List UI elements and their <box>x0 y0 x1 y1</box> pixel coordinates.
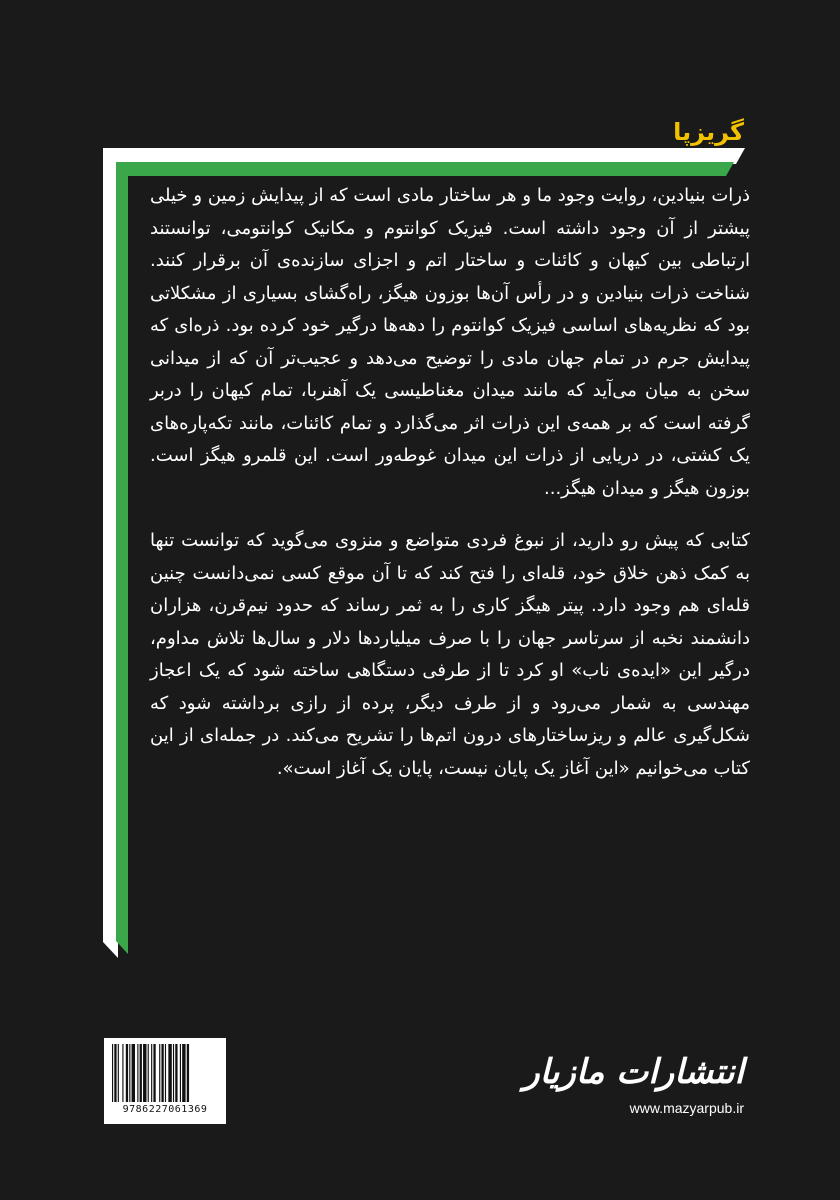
barcode-bars <box>110 1044 220 1102</box>
barcode-bar <box>129 1044 130 1102</box>
barcode-bar <box>180 1044 181 1102</box>
barcode-bar <box>114 1044 116 1102</box>
barcode-bar <box>168 1044 171 1102</box>
barcode-bar <box>148 1044 149 1102</box>
barcode-bar <box>118 1044 119 1102</box>
barcode-bar <box>143 1044 146 1102</box>
barcode-bar <box>165 1044 166 1102</box>
barcode-bar <box>140 1044 142 1102</box>
barcode-bar <box>112 1044 113 1102</box>
barcode-bar <box>122 1044 123 1102</box>
barcode-bar <box>159 1044 160 1102</box>
barcode-bar <box>187 1044 189 1102</box>
series-title: گریزپا <box>673 118 744 146</box>
barcode-bar <box>161 1044 163 1102</box>
publisher-url: www.mazyarpub.ir <box>629 1100 744 1116</box>
barcode-bar <box>182 1044 185 1102</box>
barcode-bar <box>132 1044 135 1102</box>
barcode-bar <box>173 1044 174 1102</box>
blurb-paragraph-1: ذرات بنیادین، روایت وجود ما و هر ساختار مادی است که از پیدایش زمین و خیلی پیشتر از آن وجود داشته است. فیزیک کوانتوم و مکانیک کوانتومی، توانستند ارتباطی بین کیهان و کائنات و ساختار اتم و اجزای سازنده‌ی آن برقرار کنند. شناخت ذرات بنیادین و در رأس آن‌ها بوزون هیگز، راه‌گشای بسیاری از مشکلاتی بود که نظریه‌های اساسی فیزیک کوانتوم را دهه‌ها درگیر خود کرده بود. ذره‌ای که پیدایش جرم در تمام جهان مادی را توضیح می‌دهد و عجیب‌تر آن که از میدانی سخن به میان می‌آید که مانند میدان مغناطیسی یک آهنربا، تمام کیهان را دربر گرفته است که بر همه‌ی این ذرات اثر می‌گذارد و تمام کائنات، مانند تکه‌پاره‌های یک کشتی، در دریایی از ذرات این میدان غوطه‌ور است. این قلمرو هیگز است. بوزون هیگز و میدان هیگز... <box>150 185 750 499</box>
barcode-bar <box>126 1044 128 1102</box>
publisher-block <box>494 1050 744 1116</box>
barcode-bar <box>175 1044 177 1102</box>
isbn-number: 9786227061369 <box>122 1104 208 1115</box>
back-cover-blurb <box>150 180 750 805</box>
barcode <box>104 1038 226 1124</box>
publisher-logo: انتشارات مازیار <box>523 1052 744 1092</box>
barcode-bar <box>153 1044 155 1102</box>
barcode-bar <box>151 1044 152 1102</box>
blurb-paragraph-2: کتابی که پیش رو دارید، از نبوغ فردی متواضع و منزوی می‌گوید که توانست تنها به کمک ذهن خلاق خود، قله‌ای را فتح کند که تا آن موقع کسی نمی‌دانست چنین قله‌ای هم وجود دارد. پیتر هیگز کاری را به ثمر رساند که حدود نیم‌قرن، هزاران دانشمند نخبه از سرتاسر جهان را با صرف میلیاردها دلار و سال‌ها تلاش مداوم، درگیر این «ایده‌ی ناب» او کرد تا از طرفی دستگاهی ساخته شود که یک اعجاز مهندسی به شمار می‌رود و از طرف دیگر، پرده از رازی برداشته شود که شکل‌گیری عالم و ریزساختارهای درون اتم‌ها را تشریح می‌کند. در جمله‌ای از این کتاب می‌خوانیم «این آغاز یک پایان نیست، پایان یک آغاز است». <box>150 530 750 779</box>
barcode-bar <box>137 1044 138 1102</box>
